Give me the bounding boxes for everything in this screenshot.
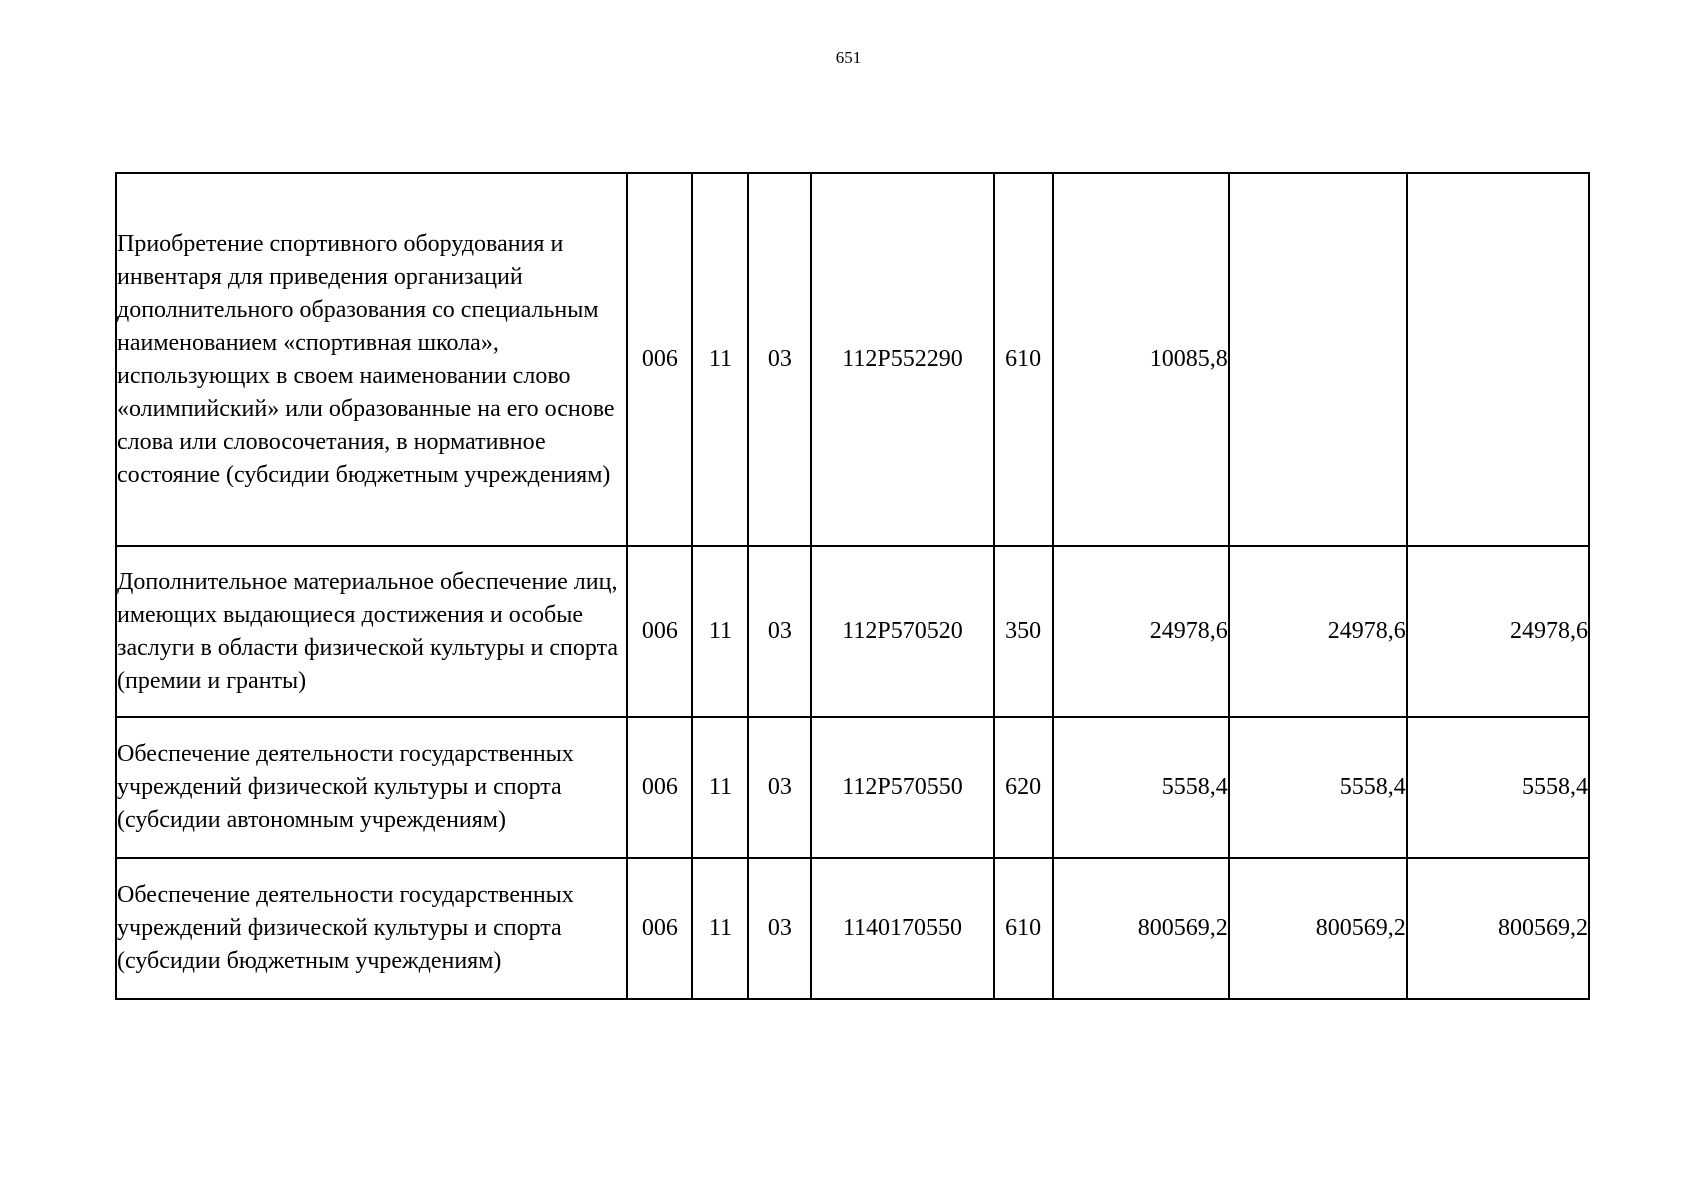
ministry-code: 006: [627, 546, 692, 717]
ministry-code: 006: [627, 858, 692, 999]
target-article-code: 112P570550: [811, 717, 993, 858]
amount-2: 5558,4: [1229, 717, 1407, 858]
row-description: Дополнительное материальное обеспечение лиц, имеющих выдающиеся достижения и особые заслуги в области физической культуры и спорта (премии и гранты): [116, 546, 627, 717]
expense-type-code: 610: [994, 173, 1053, 546]
row-description: Обеспечение деятельности государственных учреждений физической культуры и спорта (субсидии бюджетным учреждениям): [116, 858, 627, 999]
row-description: Обеспечение деятельности государственных учреждений физической культуры и спорта (субсидии автономным учреждениям): [116, 717, 627, 858]
ministry-code: 006: [627, 717, 692, 858]
table-row: [116, 546, 1589, 717]
expense-type-code: 620: [994, 717, 1053, 858]
amount-1: 24978,6: [1053, 546, 1229, 717]
ministry-code: 006: [627, 173, 692, 546]
subsection-code: 03: [748, 546, 811, 717]
subsection-code: 03: [748, 717, 811, 858]
amount-3: 24978,6: [1407, 546, 1589, 717]
budget-table: [115, 172, 1590, 1000]
target-article-code: 112P570520: [811, 546, 993, 717]
target-article-code: 1140170550: [811, 858, 993, 999]
amount-1: 10085,8: [1053, 173, 1229, 546]
expense-type-code: 350: [994, 546, 1053, 717]
section-code: 11: [692, 717, 748, 858]
section-code: 11: [692, 546, 748, 717]
amount-3: 5558,4: [1407, 717, 1589, 858]
amount-1: 800569,2: [1053, 858, 1229, 999]
amount-3: 800569,2: [1407, 858, 1589, 999]
section-code: 11: [692, 858, 748, 999]
subsection-code: 03: [748, 858, 811, 999]
amount-3: [1407, 173, 1589, 546]
amount-2: [1229, 173, 1407, 546]
amount-2: 24978,6: [1229, 546, 1407, 717]
table-row: [116, 173, 1589, 546]
target-article-code: 112P552290: [811, 173, 993, 546]
page-number: 651: [835, 48, 862, 67]
expense-type-code: 610: [994, 858, 1053, 999]
amount-2: 800569,2: [1229, 858, 1407, 999]
subsection-code: 03: [748, 173, 811, 546]
table-row: [116, 858, 1589, 999]
row-description: Приобретение спортивного оборудования и инвентаря для приведения организаций дополнительного образования со специальным наименованием «спортивная школа», использующих в своем наименовании слово «олимпийский» или образованные на его основе слова или словосочетания, в нормативное состояние (субсидии бюджетным учреждениям): [116, 173, 627, 546]
amount-1: 5558,4: [1053, 717, 1229, 858]
section-code: 11: [692, 173, 748, 546]
table-row: [116, 717, 1589, 858]
